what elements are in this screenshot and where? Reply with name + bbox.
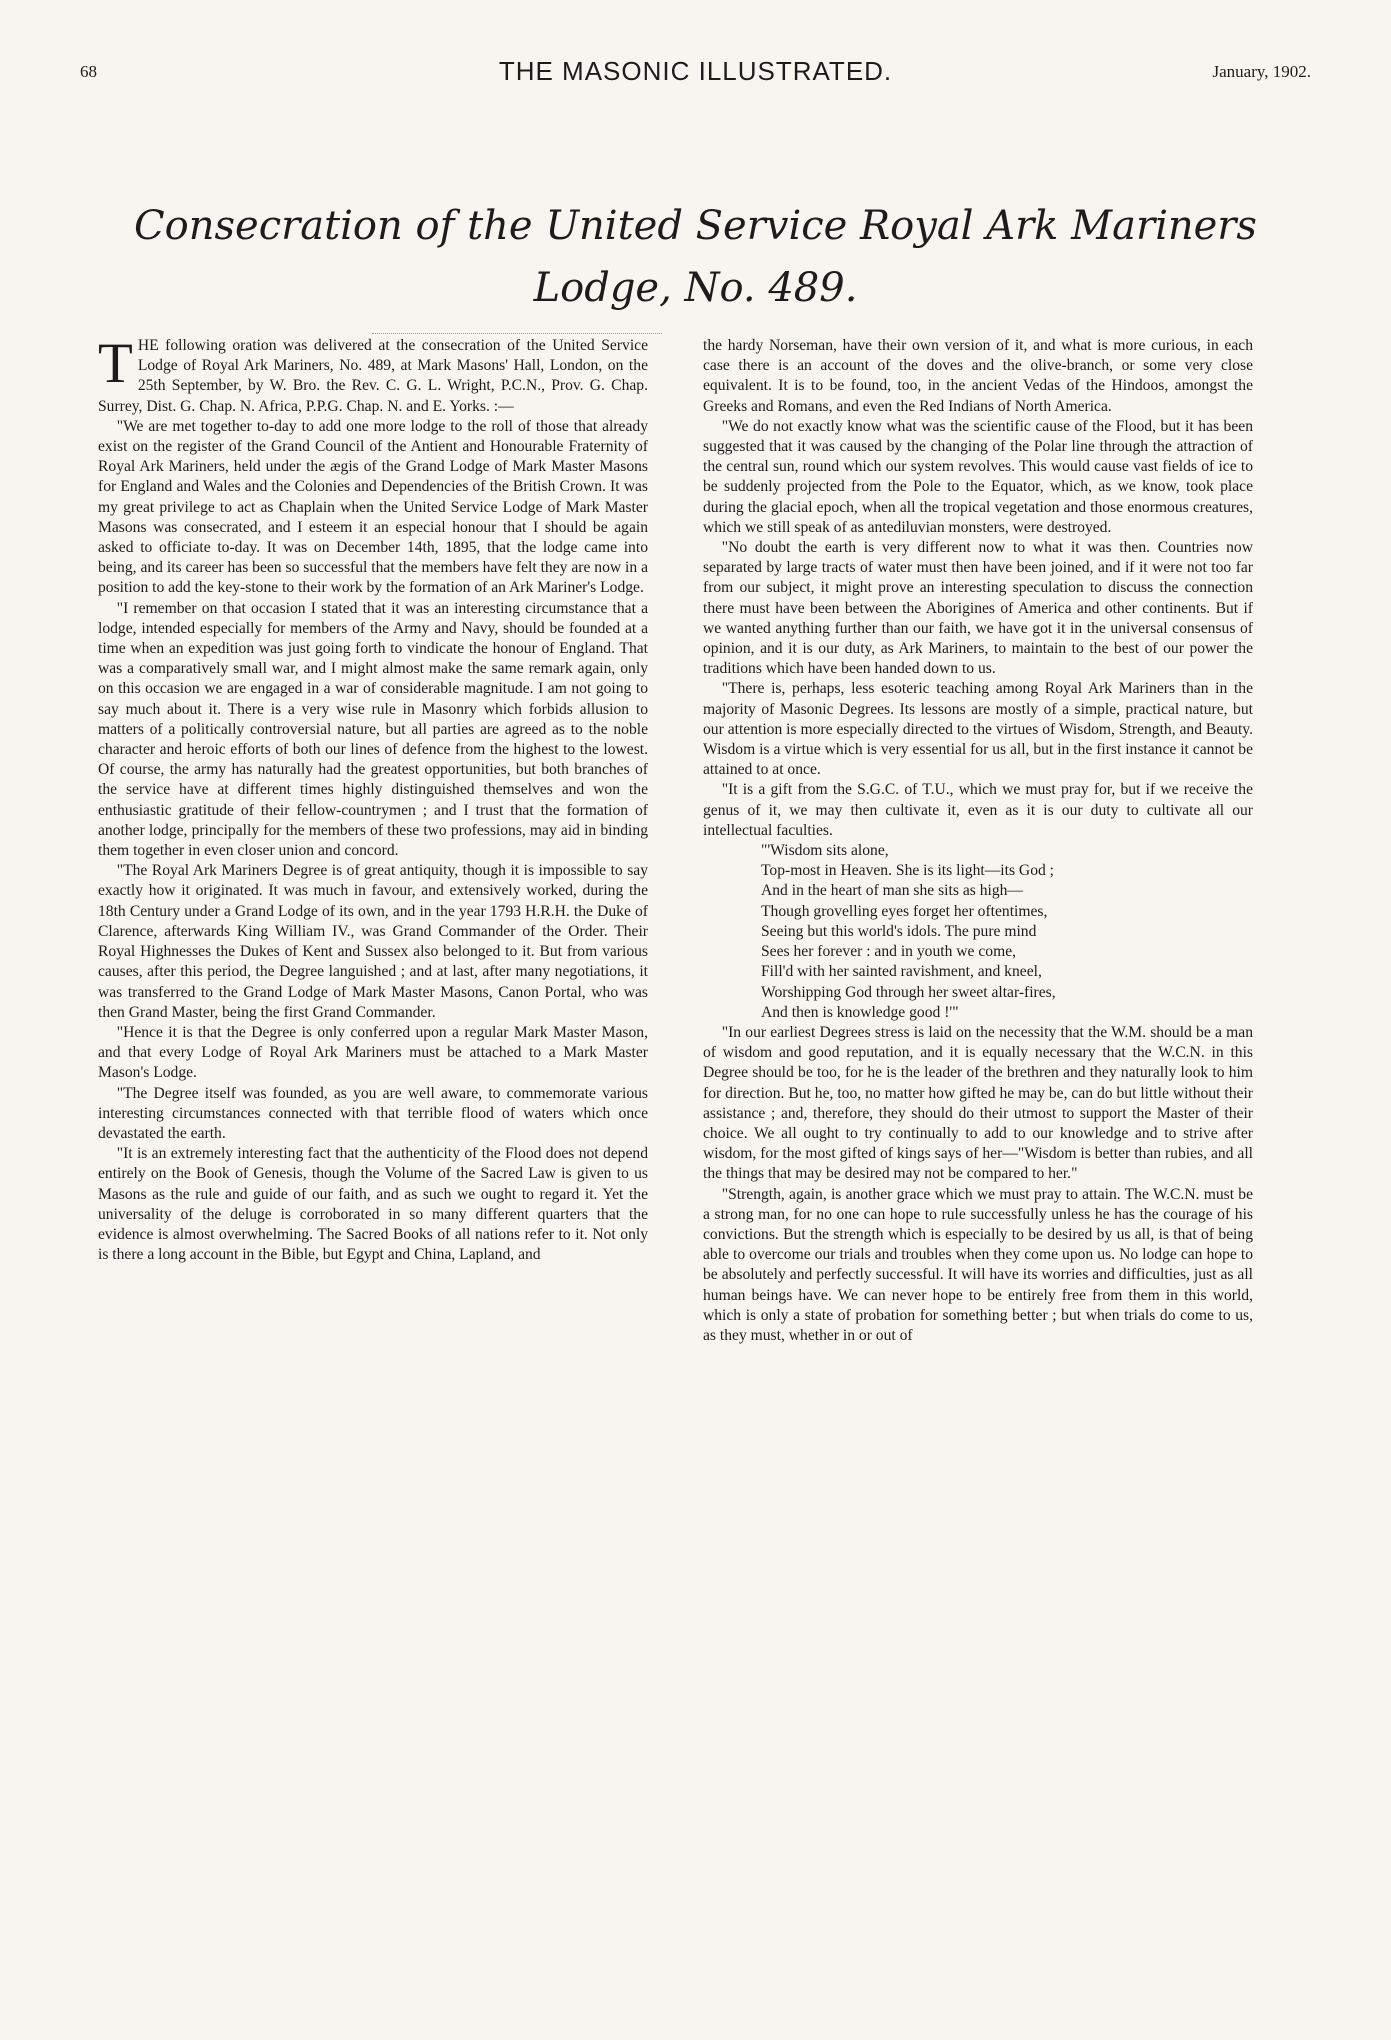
paragraph: the hardy Norseman, have their own version of it, and what is more curious, in each case there is an account of the doves and the olive-branch, or some very close equivalent. It is to be found, too, in the ancient Vedas of the Hindoos, amongst the Greeks and Romans, and even the Red Indians of North America. — [703, 337, 1253, 415]
paragraph: "No doubt the earth is very different now to what it was then. Countries now separated by large tracts of water must then have been joined, and if it were not too far from our subject, it might prove an interesting speculation to discuss the connection there must have been between the Aborigines of America and other continents. But if we wanted anything further than our faith, we have got it in the universal consensus of opinion, and it is our duty, as Ark Mariners, to maintain to the best of our power the traditions which have been handed down to us. — [703, 539, 1253, 678]
paragraph: "Strength, again, is another grace which we must pray to attain. The W.C.N. must be a strong man, for no one can hope to rule successfully unless he has the courage of his convictions. But the strength which is especially to be desired by us all, is that of being able to overcome our trials and troubles when they come upon us. No lodge can hope to be absolutely and perfectly successful. It will have its worries and difficulties, just as all human beings have. We can never hope to be entirely free from them in this world, which is only a state of probation for something better ; but when trials do come to us, as they must, whether in or out of — [703, 1185, 1253, 1344]
paragraph: "The Degree itself was founded, as you are well aware, to commemorate various interesting circumstances connected with that terrible flood of waters which once devastated the earth. — [98, 1084, 648, 1142]
paragraph: "There is, perhaps, less esoteric teaching among Royal Ark Mariners than in the majority of Masonic Degrees. Its lessons are mostly of a simple, practical nature, but our attention is more especially directed to the virtues of Wisdom, Strength, and Beauty. Wisdom is a virtue which is very essential for us all, but in the first instance it cannot be attained to at once. — [703, 680, 1253, 779]
title-divider — [372, 333, 662, 334]
intro-text: HE following oration was delivered at the consecration of the United Service Lodge of Royal Ark Mariners, No. 489, at Mark Masons' Hall, London, on the 25th September, by W. Bro. the Rev. C. G. L. Wright, P.C.N., Prov. G. Chap. Surrey, Dist. G. Chap. N. Africa, P.P.G. Chap. N. and E. Yorks. :— — [98, 337, 648, 415]
paragraph: "In our earliest Degrees stress is laid on the necessity that the W.M. should be a man of wisdom and good reputation, and it is equally necessary that the W.C.N. in this Degree should be too, for he is the leader of the brethren and they naturally look to him for direction. But he, too, no matter how gifted he may be, can do but little without their assistance ; and, therefore, they should do their utmost to support the Master of their choice. We all ought to try continually to add to our knowledge and to strive after wisdom, for the most gifted of kings says of her—"Wisdom is better than rubies, and all the things that may be desired may not be compared to her." — [703, 1023, 1253, 1183]
paragraph: "Hence it is that the Degree is only conferred upon a regular Mark Master Mason, and that every Lodge of Royal Ark Mariners must be attached to a Mark Master Mason's Lodge. — [98, 1023, 648, 1082]
page-number: 68 — [80, 62, 97, 81]
article-title: Consecration of the United Service Royal Ark Mariners Lodge, No. 489. — [134, 202, 1257, 311]
left-column — [98, 332, 648, 1265]
drop-cap: T — [98, 332, 133, 395]
paragraph: "We are met together to-day to add one more lodge to the roll of those that already exist on the register of the Grand Council of the Antient and Honourable Fraternity of Royal Ark Mariners, held under the ægis of the Grand Lodge of Mark Master Masons for England and Wales and the Colonies and Dependencies of the British Crown. It was my great privilege to act as Chaplain when the United Service Lodge of Mark Master Masons was consecrated, and I esteem it an especial honour that I should be again asked to officiate to-day. It was on December 14th, 1895, that the lodge came into being, and its career has been so successful that the members have felt they are now in a position to add the key-stone to their work by the formation of an Ark Mariner's Lodge. — [98, 417, 648, 597]
page-header — [80, 56, 1311, 96]
paragraph: "It is a gift from the S.G.C. of T.U., which we must pray for, but if we receive the genus of it, we may then cultivate it, even as it is our duty to cultivate all our intellectual faculties. — [703, 781, 1253, 839]
paragraph: "The Royal Ark Mariners Degree is of great antiquity, though it is impossible to say exactly how it originated. It was much in favour, and extensively worked, during the 18th Century under a Grand Lodge of its own, and in the year 1793 H.R.H. the Duke of Clarence, afterwards King William IV., was Grand Commander of the Order. Their Royal Highnesses the Dukes of Kent and Sussex also belonged to it. But from various causes, after this period, the Degree languished ; and at last, after many negotiations, it was transferred to the Grand Lodge of Mark Master Masons, Canon Portal, who was then Grand Master, being the first Grand Commander. — [98, 862, 648, 1021]
publication-title: THE MASONIC ILLUSTRATED. — [498, 56, 893, 86]
paragraph: "I remember on that occasion I stated that it was an interesting circumstance that a lodge, intended especially for members of the Army and Navy, should be founded at a time when an expedition was just going forth to vindicate the honour of England. That was a comparatively small war, and I might almost make the same remark again, only on this occasion we are engaged in a war of considerable magnitude. I am not going to say much about it. There is a very wise rule in Masonry which forbids allusion to matters of a politically controversial nature, but all parties are agreed as to the noble character and heroic efforts of both our lines of defence from the highest to the lowest. Of course, the army has naturally had the greatest opportunities, but both branches of the service have at different times highly distinguished themselves and won the enthusiastic gratitude of their fellow-countrymen ; and I trust that the formation of another lodge, principally for the members of these two professions, may aid in binding them together in even closer union and concord. — [98, 599, 648, 860]
verse-quotation: "'Wisdom sits alone, Top-most in Heaven. She is its light—its God ; And in the heart of man she sits as high— Though grovelling eyes forget her oftentimes, Seeing but this world's idols. The pure mind Sees her forever : and in youth we come, Fill'd with her sainted ravishment, and kneel, Worshipping God through her sweet altar-fires, And then is knowledge good !'" — [761, 842, 1056, 1021]
issue-date: January, 1902. — [1212, 62, 1311, 81]
right-column — [703, 336, 1253, 1346]
intro-paragraph — [98, 332, 648, 417]
paragraph: "It is an extremely interesting fact that the authenticity of the Flood does not depend entirely on the Book of Genesis, though the Volume of the Sacred Law is given to us Masons as the rule and guide of our faith, and as such we ought to regard it. Yet the universality of the deluge is corroborated in so many different quarters that the evidence is almost overwhelming. The Sacred Books of all nations refer to it. Not only is there a long account in the Bible, but Egypt and China, Lapland, and — [98, 1145, 648, 1264]
paragraph: "We do not exactly know what was the scientific cause of the Flood, but it has been suggested that it was caused by the changing of the Polar line through the attraction of the central sun, round which our system revolves. This would cause vast fields of ice to be suddenly projected from the Pole to the Equator, which, as we know, took place during the glacial epoch, when all the tropical vegetation and those enormous creatures, which we still speak of as antediluvian monsters, were destroyed. — [703, 417, 1253, 536]
